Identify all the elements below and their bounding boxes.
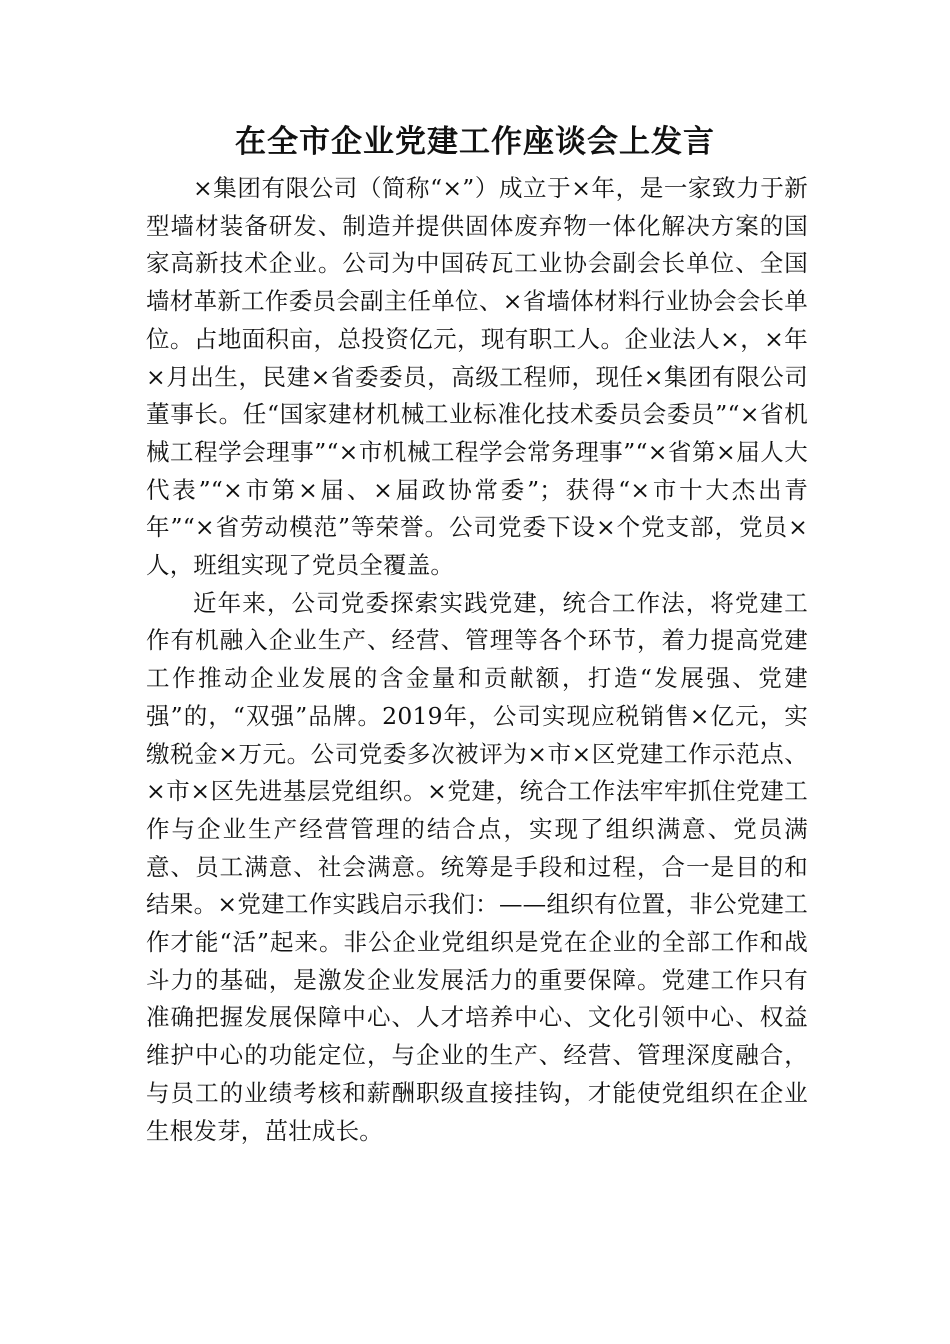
paragraph-party-building: 近年来，公司党委探索实践党建，统合工作法，将党建工作有机融入企业生产、经营、管理等各个环节，着力提高党建工作推动企业发展的含金量和贡献额，打造“发展强、党建强”的，“双强”品牌。2019年，公司实现应税销售×亿元，实缴税金×万元。公司党委多次被评为×市×区党建工作示范点、×市×区先进基层党组织。×党建，统合工作法牢牢抓住党建工作与企业生产经营管理的结合点，实现了组织满意、党员满意、员工满意、社会满意。统筹是手段和过程，合一是目的和结果。×党建工作实践启示我们：——组织有位置，非公党建工作才能“活”起来。非公企业党组织是党在企业的全部工作和战斗力的基础，是激发企业发展活力的重要保障。党建工作只有准确把握发展保障中心、人才培养中心、文化引领中心、权益维护中心的功能定位，与企业的生产、经营、管理深度融合，与员工的业绩考核和薪酬职级直接挂钩，才能使党组织在企业生根发芽，茁壮成长。: [146, 588, 808, 1145]
paragraph-company-intro: ×集团有限公司（简称“×”）成立于×年，是一家致力于新型墙材装备研发、制造并提供固体废弃物一体化解决方案的国家高新技术企业。公司为中国砖瓦工业协会副会长单位、全国墙材革新工作委员会副主任单位、×省墙体材料行业协会会长单位。占地面积亩，总投资亿元，现有职工人。企业法人×，×年×月出生，民建×省委委员，高级工程师，现任×集团有限公司董事长。任“国家建材机械工业标准化技术委员会委员”“×省机械工程学会理事”“×市机械工程学会常务理事”“×省第×届人大代表”“×市第×届、×届政协常委”；获得“×市十大杰出青年”“×省劳动模范”等荣誉。公司党委下设×个党支部，党员×人，班组实现了党员全覆盖。: [146, 174, 808, 580]
document-title: 在全市企业党建工作座谈会上发言: [235, 124, 715, 160]
document-body: [146, 170, 808, 1150]
